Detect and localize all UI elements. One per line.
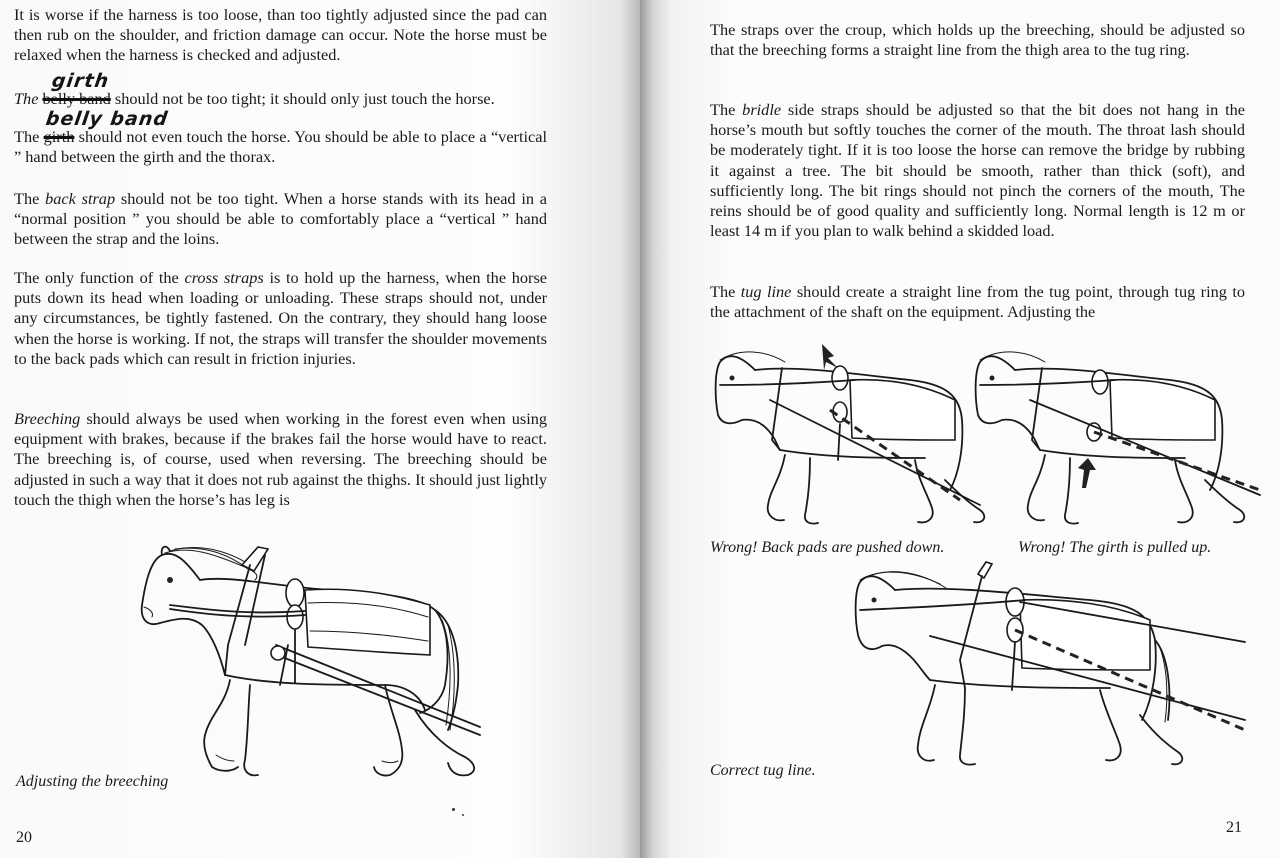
page-number-left: 20 xyxy=(16,829,32,846)
paragraph-girth xyxy=(14,127,547,167)
scan-speck xyxy=(452,808,455,811)
paragraph-lead: The xyxy=(14,189,46,208)
paragraph-text: should not even touch the horse. You should be able to place a “vertical ” hand between the girth and the thorax. xyxy=(14,127,547,167)
caption-girth-wrong: Wrong! The girth is pulled up. xyxy=(1018,539,1212,556)
paragraph-lead: The xyxy=(14,127,44,146)
correct-tug-line-illustration xyxy=(850,560,1250,780)
paragraph-lead: The xyxy=(710,100,743,119)
caption-back-pads-wrong: Wrong! Back pads are pushed down. xyxy=(710,539,945,556)
paragraph-lead: The xyxy=(710,282,741,301)
paragraph-term: tug line xyxy=(740,282,792,301)
paragraph-text: The straps over the croup, which holds up the breeching, should be adjusted so that the breeching forms a straight line from the thigh area to the tug ring. xyxy=(710,20,1245,60)
handwritten-correction-belly-band: belly band xyxy=(44,108,170,130)
paragraph-lead: The xyxy=(14,89,39,108)
paragraph-text: should always be used when working in the forest even when using equipment with brakes, because if the brakes fail the horse would have to react. The breeching is, of course, used when reversing. The breeching should be adjusted in such a way that it does not rub against the thighs. It should just lightly touch the thigh when the horse’s has leg is xyxy=(14,409,547,509)
paragraph-lead: The only function of the xyxy=(14,268,185,287)
paragraph-belly-band xyxy=(14,89,547,109)
paragraph-text: should create a straight line from the tug point, through tug ring to the attachment of the shaft on the equipment. Adjusting the xyxy=(710,282,1245,322)
paragraph-cross-straps xyxy=(14,268,547,369)
struck-term: belly band xyxy=(42,89,111,108)
paragraph-text: side straps should be adjusted so that the bit does not hang in the horse’s mouth but softly touches the corner of the mouth. The throat lash should be moderately tight. If it is too loose the horse can remove the bridge by rubbing it against a tree. The bit should be smooth, rather than thick (soft), and sufficiently long. The bit rings should not pinch the corners of the mouth, The reins should be of good quality and sufficiently long. Normal length is 12 m or least 14 m if you plan to walk behind a skidded load. xyxy=(710,100,1246,241)
paragraph-harness-fit xyxy=(14,5,547,66)
paragraph-croup-straps xyxy=(710,20,1245,60)
paragraph-text: should not be too tight; it should only just touch the horse. xyxy=(110,89,495,108)
caption-correct-tug-line: Correct tug line. xyxy=(710,762,816,779)
paragraph-term: back strap xyxy=(45,189,116,208)
scan-speck xyxy=(462,814,464,816)
paragraph-text: is to hold up the harness, when the horse puts down its head when loading or unloading. These straps should not, under any circumstances, be tightly fastened. On the contrary, they should hang loose when the horse is working. If not, the straps will transfer the shoulder movements to the back pads which can result in friction injuries. xyxy=(14,268,548,368)
handwritten-correction-girth: girth xyxy=(50,70,111,92)
right-page xyxy=(640,0,1280,858)
page-number-right: 21 xyxy=(1226,819,1242,836)
paragraph-text: It is worse if the harness is too loose, than too tightly adjusted since the pad can then rub on the shoulder, and friction damage can occur. Note the horse must be relaxed when the harness is checked and adjusted. xyxy=(14,5,547,65)
paragraph-text: should not be too tight. When a horse stands with its head in a “normal position ” you should be able to comfortably place a “vertical ” hand between the strap and the loins. xyxy=(14,189,547,249)
paragraph-bridle xyxy=(710,100,1245,241)
breeching-horse-illustration xyxy=(130,535,490,790)
paragraph-breeching xyxy=(14,409,547,510)
paragraph-term: bridle xyxy=(742,100,782,119)
caption-adjusting-breeching: Adjusting the breeching xyxy=(16,773,169,790)
paragraph-tug-line xyxy=(710,282,1245,322)
paragraph-back-strap xyxy=(14,189,547,250)
struck-term: girth xyxy=(43,127,75,146)
paragraph-term: Breeching xyxy=(14,409,81,428)
paragraph-term: cross straps xyxy=(184,268,264,287)
wrong-girth-illustration xyxy=(970,340,1280,530)
